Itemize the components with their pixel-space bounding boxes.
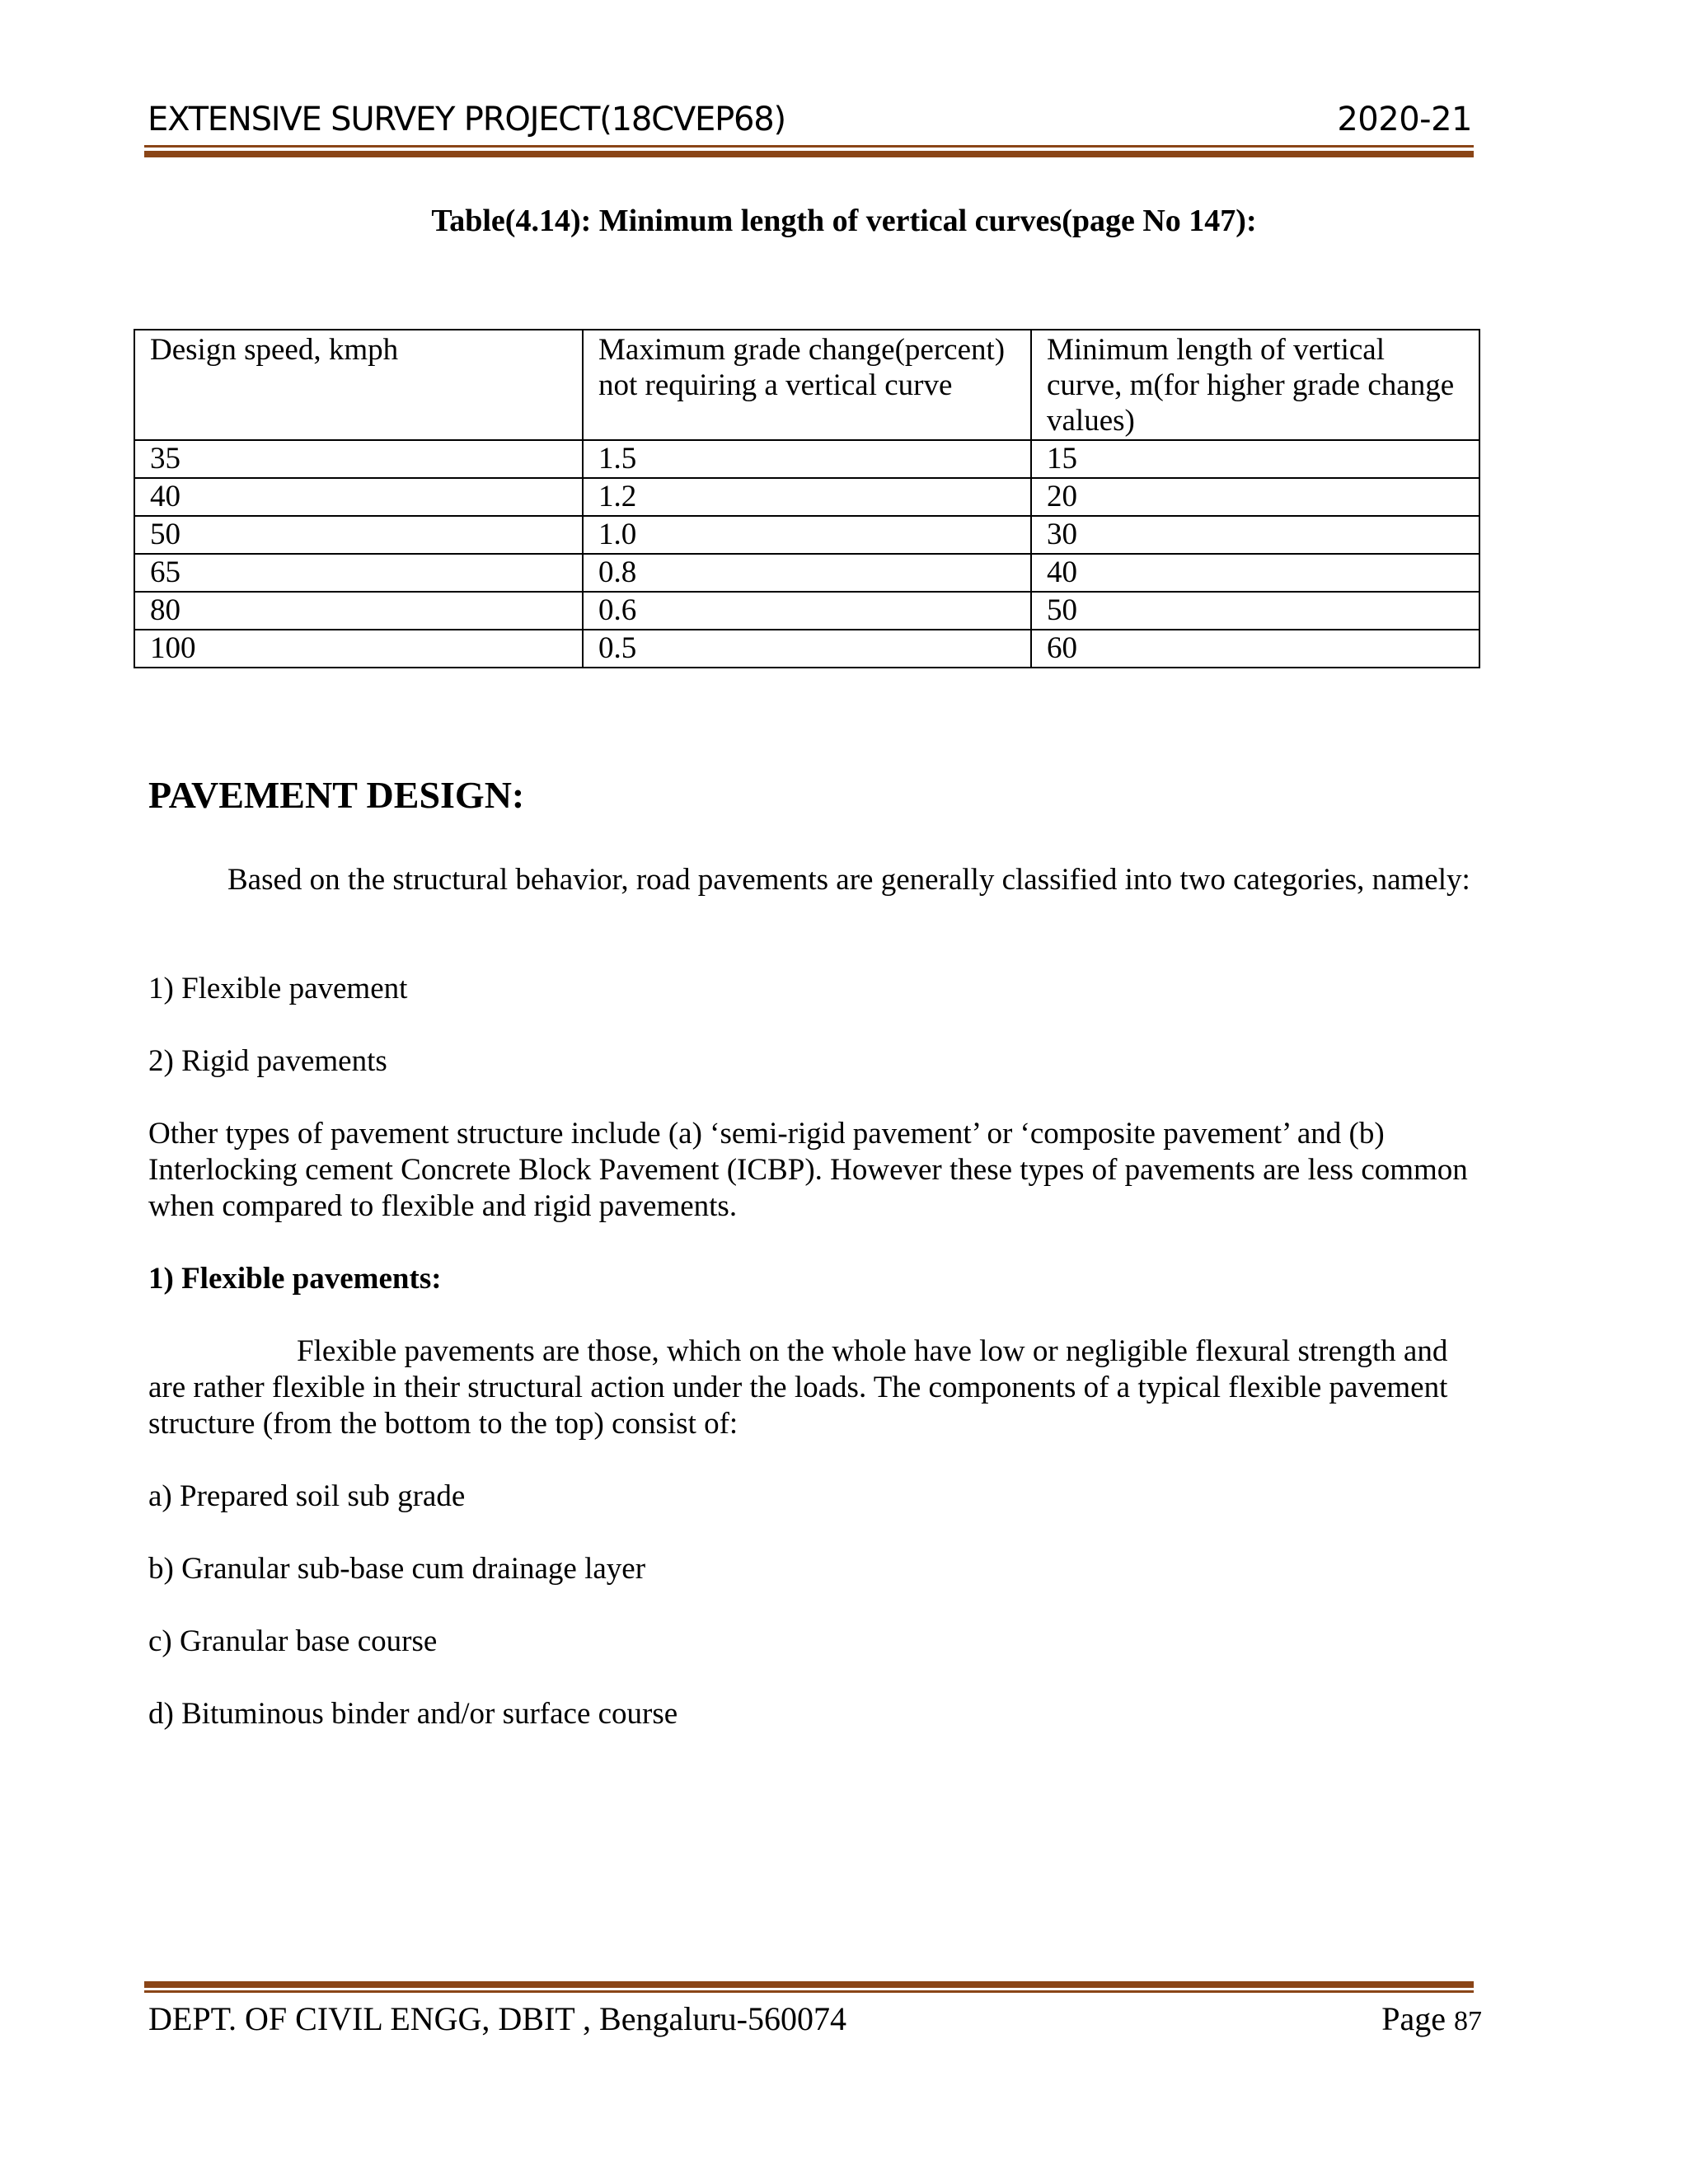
cell-min-length: 60 [1031,630,1479,668]
footer-page [1381,1999,1482,2038]
other-types-paragraph: Other types of pavement structure include (a) ‘semi-rigid pavement’ or ‘composite pavement’ and (b) Interlocking cement Concrete Block Pavement (ICBP). However these types of pavements are less common when compared to flexible and rigid pavements. [148,1117,1468,1223]
subheading: 1) Flexible pavements: [148,1262,442,1296]
cell-design-speed: 50 [134,516,583,554]
cell-min-length: 30 [1031,516,1479,554]
vertical-curves-table [134,329,1480,668]
header-rule-thick [144,151,1474,157]
cell-max-grade-change: 1.0 [583,516,1031,554]
cell-design-speed: 100 [134,630,583,668]
footer-department: DEPT. OF CIVIL ENGG, DBIT , Bengaluru-560074 [148,2000,846,2037]
intro-paragraph: Based on the structural behavior, road pavements are generally classified into two categories, namely: [227,863,1470,897]
cell-design-speed: 65 [134,554,583,592]
cell-max-grade-change: 1.2 [583,478,1031,516]
component-item: c) Granular base course [148,1624,438,1658]
component-item: d) Bituminous binder and/or surface course [148,1697,678,1731]
cell-min-length: 20 [1031,478,1479,516]
table-row [134,516,1479,554]
cell-min-length: 15 [1031,440,1479,478]
cell-max-grade-change: 1.5 [583,440,1031,478]
page-header [144,97,1474,147]
cell-design-speed: 80 [134,592,583,630]
table-header-row [134,330,1479,440]
cell-max-grade-change: 0.5 [583,630,1031,668]
footer-rule-thick [144,1981,1474,1988]
table-row [134,630,1479,668]
cell-min-length: 50 [1031,592,1479,630]
table-row [134,440,1479,478]
cell-max-grade-change: 0.6 [583,592,1031,630]
category-item: 1) Flexible pavement [148,972,408,1005]
category-item: 2) Rigid pavements [148,1044,387,1078]
table-caption: Table(4.14): Minimum length of vertical curves(page No 147): [431,204,1257,238]
header-rule-thin [144,145,1474,148]
cell-min-length: 40 [1031,554,1479,592]
section-heading: PAVEMENT DESIGN: [148,774,525,816]
table-row [134,478,1479,516]
cell-design-speed: 40 [134,478,583,516]
cell-design-speed: 35 [134,440,583,478]
header-title: EXTENSIVE SURVEY PROJECT(18CVEP68) [148,101,785,138]
column-header-max-grade-change: Maximum grade change(percent) not requiring a vertical curve [583,330,1031,440]
footer-rule-thin [144,1990,1474,1993]
footer-page-number: 87 [1454,2006,1482,2036]
column-header-min-length: Minimum length of vertical curve, m(for higher grade change values) [1031,330,1479,440]
table-row [134,554,1479,592]
component-item: b) Granular sub-base cum drainage layer [148,1552,646,1586]
table-row [134,592,1479,630]
footer-page-label: Page [1381,2000,1446,2037]
header-year: 2020-21 [1337,101,1472,138]
flexible-description-paragraph: Flexible pavements are those, which on the whole have low or negligible flexural strength and are rather flexible in their structural action under the loads. The components of a typical flexible pavement structure (from the bottom to the top) consist of: [148,1334,1448,1441]
component-item: a) Prepared soil sub grade [148,1479,466,1513]
cell-max-grade-change: 0.8 [583,554,1031,592]
column-header-design-speed: Design speed, kmph [134,330,583,440]
